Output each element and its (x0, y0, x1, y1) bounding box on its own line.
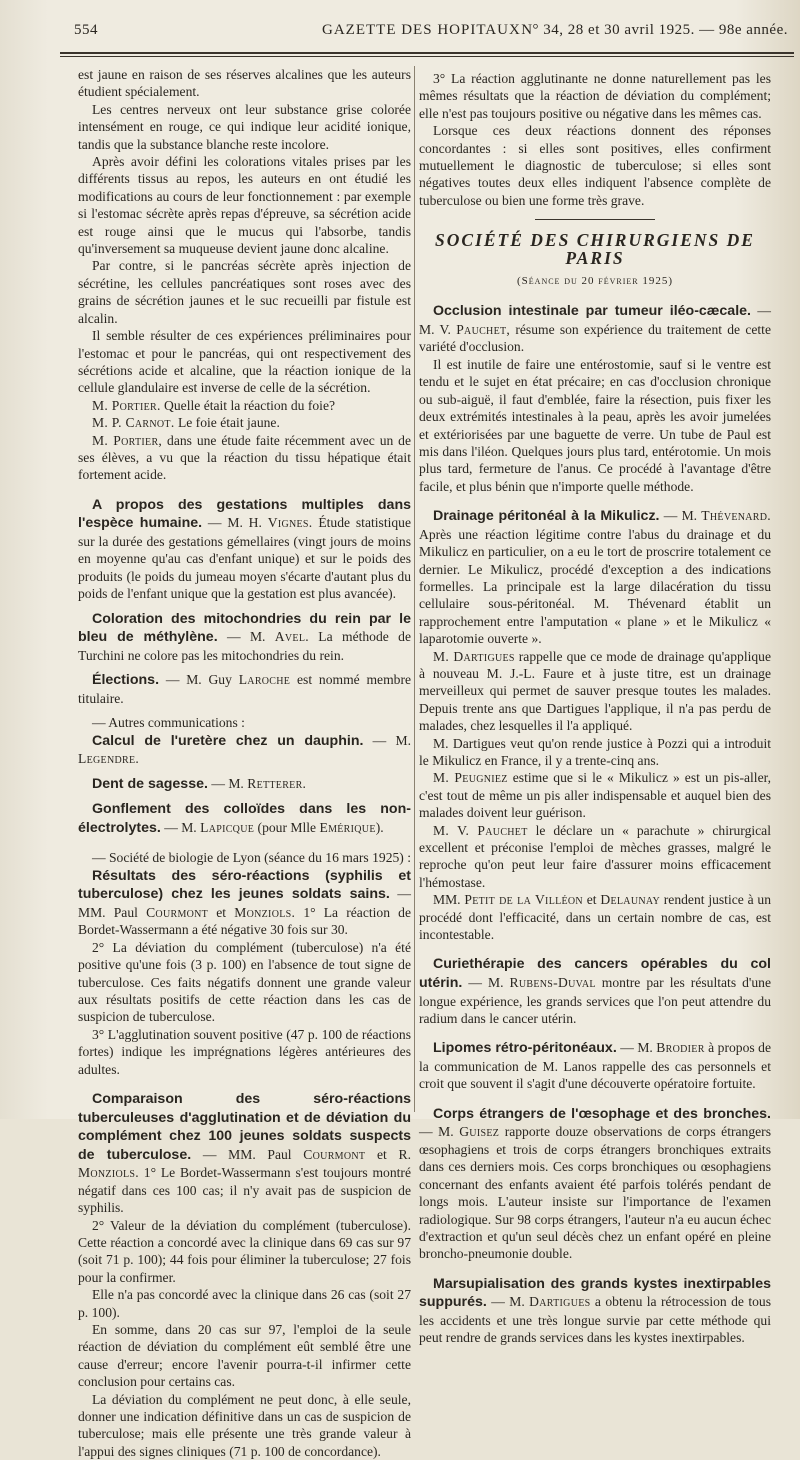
right-column (419, 70, 771, 1347)
article-text: résume son expérience du traitement de cette variété d'occlusion. (419, 322, 771, 355)
article-heading: Drainage péritonéal à la Mikulicz. (433, 508, 660, 525)
article-heading: Corps étrangers de l'œsophage et des bronches. (433, 1105, 771, 1122)
author-name: M. Peugniez (433, 770, 508, 786)
article-text: 1° Le Bordet-Wassermann s'est toujours montré négatif dans ces 100 cas; il n'y avait pas de suspicion de syphilis. (78, 1165, 411, 1216)
article-mitochondries (78, 610, 411, 665)
paragraph: Les centres nerveux ont leur substance grise colorée intensément en rouge, ce qui indique leur acidité ionique, tandis que la substance blanche reste incolore. (78, 101, 411, 152)
article-text: Étude statistique sur la durée des gestations gémellaires (vingt jours de moins en moyenne qu'au cas d'enfant unique) et sur le poids des produits (le poids du jumeau moyen s'écarte d'autant plus du poids de l'enfant unique que la gestation est plus avancée). (78, 515, 412, 602)
article-text: estime que si le « Mikulicz » est un pis-aller, c'est tout de même un pis aller indispensable et auquel bien des malades doivent leur guérison. (419, 770, 771, 821)
lead-text: — M. (217, 629, 275, 645)
lead-text: — M. H. (202, 515, 268, 531)
article-text: a obtenu la rétrocession de tous les accidents et une très longue survie par cette méthode qui peut rendre de grands services dans les kystes inextirpables. (419, 1294, 772, 1346)
paragraph: Par contre, si le pancréas sécrète après injection de sécrétine, les cellules pancréatiques sont roses avec des grains de sécrétion jaunes et le suc recueilli par fistule est alcalin. (78, 258, 411, 326)
paragraph: 3° L'agglutination souvent positive (47 p. 100 de réactions fortes) indique les imprégnations légères antérieures des adultes. (78, 1026, 411, 1077)
dialogue-line (78, 414, 411, 431)
societe-lyon-line: — Société de biologie de Lyon (séance du 16 mars 1925) : (92, 850, 411, 866)
header-rule-thick (60, 52, 794, 54)
author-name: Courmont (146, 904, 209, 920)
article-lipomes (419, 1039, 771, 1092)
article-heading: Gonflement des colloïdes dans les non-électrolytes. (78, 801, 411, 836)
article-heading: Élections. (92, 672, 160, 689)
lead-text: — M. (659, 508, 702, 524)
author-name: Rubens-Duval (509, 975, 596, 991)
lead-text: — M. (160, 819, 201, 835)
lead-text: — M. (616, 1040, 657, 1056)
article-text: ). (375, 819, 384, 835)
article-text: rapporte douze observations de corps étrangers œsophagiens et trois de corps étrangers bronchiques extraits dans ces derniers mois. Ces corps bronchiques ou œsophagiens concernant des enfants avaient été parfois tolérés pendant de longs mois. L'auteur insiste sur l'importance de l'examen radiologique. Sur 98 corps étrangers, l'auteur n'a eu aucun échec d'extraction et qu'un seul décès chez un enfant opéré en pleine broncho-pneumonie double. (419, 1124, 771, 1262)
lead-text: et (582, 892, 601, 908)
author-name: Emérique (319, 819, 376, 835)
paragraph: Il est inutile de faire une entérostomie, sauf si le ventre est tendu et le sujet en état précaire; en cas d'occlusion chronique ou sub-aiguë, il faut d'emblée, faire la résection, puis fixer les deux extrémités intestinales à la peau, après les avoir jumelées et extériorisées par une baguette de verre. Un tube de Paul est mis dans l'iléon. Quelques jours plus tard, entérotomie. Un mois plus tard, fermeture de l'anus. Ce procédé à l'avantage d'être facile, et plus bénin que n'importe quelle méthode. (419, 356, 771, 494)
author-name: Brodier (656, 1040, 705, 1056)
paragraph (419, 891, 771, 943)
dialogue-text: Le foie était jaune. (174, 415, 280, 431)
paragraph: La déviation du complément ne peut donc, à elle seule, donner une indication définitive dans un cas de suspicion de tuberculose; mais elle présente une très grande valeur à l'appui des signes cliniques (71 p. 100 de concordance). (78, 1391, 411, 1459)
article-elections (78, 671, 411, 707)
lead-text: — M. (207, 775, 248, 791)
autres-communications: — Autres communications : (92, 715, 245, 731)
paragraph: 2° La déviation du complément (tuberculose) n'a été positive qu'une fois (3 p. 100) en l'absence de tout signe de tuberculose. Ces faits négatifs donnent une grande valeur aux résultats positifs de cette réaction dans les cas de suspicion de tuberculose. (78, 939, 411, 1025)
left-column (78, 66, 411, 1460)
author-name: Dartigues (529, 1294, 591, 1310)
article-text: rendent justice à un procédé dont l'efficacité, dans un certain nombre de cas, est incontestable. (419, 892, 771, 943)
author-name: Delaunay (600, 892, 660, 908)
author-name: Legendre. (78, 751, 140, 767)
author-name: Guisez (459, 1124, 500, 1140)
lead-text: — MM. Paul (191, 1146, 304, 1162)
paragraph: Elle n'a pas concordé avec la clinique dans 26 cas (soit 27 p. 100). (78, 1287, 411, 1320)
article-heading: Coloration des mitochondries du rein par le bleu de méthylène. (78, 610, 411, 646)
paragraph: est jaune en raison de ses réserves alcalines que les auteurs étudient spécialement. (78, 67, 411, 100)
page-number: 554 (74, 22, 98, 38)
paragraph: Après avoir défini les colorations vitales prises par les différents tissus au repos, les auteurs en ont étudié les modifications au cours de leur fonctionnement : par exemple si l'estomac sécrète après repas d'épreuve, sa sécrétion acide est rouge ainsi que le mucus qui l'absorbe, tandis qu'inversement sa muqueuse devient jaune donc alcaline. (78, 154, 411, 257)
section-subtitle: (Séance du 20 février 1925) (517, 275, 673, 288)
article-text: rappelle que ce mode de drainage qu'applique à nouveau M. J.-L. Faure et à juste titre, est un drainage merveilleux qui permet de sauver presque toutes les malades. Depuis trente ans que Dartigues l'applique, il n'a pas perdu de malades, chez lesquelles il l'a appliqué. (419, 648, 771, 734)
article-heading: Dent de sagesse. (92, 775, 208, 792)
article-heading: A propos des gestations multiples dans l'espèce humaine. (78, 496, 411, 532)
paragraph: En somme, dans 20 cas sur 97, l'emploi de la seule réaction de déviation du complément eût semblé être une cause d'erreur; encore l'avenir pourra-t-il infirmer cette conclusion pour certains cas. (78, 1322, 411, 1390)
article-comparaison (78, 1090, 411, 1217)
article-heading: Curiethérapie des cancers opérables du col utérin. (419, 956, 771, 992)
article-resultats (78, 867, 411, 939)
paragraph: 3° La réaction agglutinante ne donne naturellement pas les mêmes résultats que la réaction de déviation du complément; elle n'est pas toujours positive ou négative dans les mêmes cas. (419, 71, 771, 121)
article-heading: Calcul de l'uretère chez un dauphin. (92, 732, 364, 749)
lead-text: — M. V. (419, 303, 771, 338)
lead-text: et R. (365, 1146, 411, 1162)
article-text: (pour Mlle (254, 819, 320, 835)
lead-text: et (208, 904, 235, 920)
author-name: Monziols. (234, 904, 296, 920)
article-marsupialisation (419, 1275, 771, 1347)
paragraph: Lorsque ces deux réactions donnent des réponses concordantes : si elles sont positives, elles confirment mutuellement le diagnostic de tuberculose; si elles sont négatives toutes deux elles indiquent l'absence complète de tuberculose ou bien une forme très grave. (419, 123, 771, 208)
author-name: Thévenard. (701, 508, 771, 524)
author-name: Lapicque (200, 819, 255, 835)
article-heading: Marsupialisation des grands kystes inextirpables suppurés. (419, 1275, 771, 1311)
author-name: Pauchet, (456, 322, 511, 338)
article-text: 1° La réaction de Bordet-Wassermann a été négative 30 fois sur 30. (78, 904, 411, 938)
dialogue-line (78, 432, 411, 484)
section-divider (535, 219, 655, 220)
article-heading: Résultats des séro-réactions (syphilis et tuberculose) chez les jeunes soldats sains. (78, 867, 411, 903)
lead-text: MM. (433, 892, 465, 908)
author-name: M. Dartigues (433, 648, 515, 664)
article-heading: Comparaison des séro-réactions tuberculeuses d'agglutination et de déviation du complément chez 100 jeunes soldats suspects de tuberculose. (78, 1091, 411, 1163)
issue-line: N° 34, 28 et 30 avril 1925. — 98e année. (521, 22, 788, 38)
author-name: M. V. Pauchet (433, 822, 528, 838)
author-name: Retterer. (247, 775, 307, 791)
dialogue-text: dans une étude faite récemment avec un de ses élèves, a vu que la réaction du tissu hépatique était fortement acide. (78, 432, 411, 483)
lead-text: — M. Guy (159, 672, 239, 688)
author-name: Avel. (274, 629, 309, 645)
speaker-name: M. Portier, (92, 432, 163, 448)
article-text: La méthode de Turchini ne colore pas les mitochondries du rein. (78, 629, 411, 663)
dialogue-text: Quelle était la réaction du foie? (160, 397, 336, 413)
article-corps-etrangers (419, 1105, 771, 1263)
lead-text: — MM. Paul (78, 886, 411, 920)
section-title: SOCIÉTÉ DES CHIRURGIENS DE PARIS (435, 230, 755, 268)
article-drainage (419, 507, 771, 647)
paragraph (419, 648, 771, 735)
article-occlusion (419, 302, 771, 355)
article-heading: Occlusion intestinale par tumeur iléo-cæcale. (433, 303, 751, 320)
article-gestations (78, 496, 411, 603)
speaker-name: M. P. Carnot. (92, 415, 175, 431)
article-text: Après une réaction légitime contre l'abus du drainage et du Mikulicz en particulier, on a eu le tort de proscrire totalement ce dernier. Le Mikulicz, procédé d'exception a des indications formelles. La principale est la large dilacération du tissu cellulaire sous-péritonéal. M. Thévenard établit un rapprochement entre l'amputation « plane » et le Mikulicz « laparotomie ouverte ». (419, 526, 771, 647)
article-text: à propos de la communication de M. Lanos rappelle des cas personnels et croit que souvent il s'agit d'une découverte opératoire fortuite. (419, 1040, 771, 1092)
article-curietherapie (419, 955, 771, 1027)
journal-title: GAZETTE DES HOPITAUX (322, 22, 521, 38)
article-dent (78, 775, 411, 794)
article-calcul (78, 732, 411, 768)
author-name: Courmont (303, 1146, 366, 1162)
lead-text: — M. (462, 975, 510, 991)
author-name: Petit de la Villéon (464, 892, 583, 908)
article-gonflement (78, 800, 411, 837)
author-name: Monziols. (78, 1165, 139, 1181)
paragraph: 2° Valeur de la déviation du complément (tuberculose). Cette réaction a concordé avec la clinique dans 69 cas sur 97 (soit 71 p. 100); 44 fois pour éliminer la tuberculose; 27 fois pour la confirmer. (78, 1217, 411, 1285)
header-rule-thin (60, 56, 794, 57)
paragraph (419, 822, 771, 892)
article-text: est nommé membre titulaire. (78, 672, 411, 706)
lead-text: — M. (419, 1124, 460, 1140)
article-heading: Lipomes rétro-péritonéaux. (433, 1040, 617, 1057)
article-text: montre par les résultats d'une longue expérience, les grands services que l'on peut attendre du radium dans le cancer utérin. (419, 975, 771, 1027)
lead-text: — M. (486, 1294, 530, 1310)
author-name: Laroche (238, 672, 291, 688)
lead-text: — M. (363, 732, 411, 748)
paragraph (419, 769, 771, 821)
column-divider (414, 66, 415, 1112)
dialogue-line (78, 397, 411, 414)
author-name: Vignes. (267, 515, 313, 531)
article-text: le déclare un « parachute » chirurgical excellent et préconise l'emploi de mèches grasses, malgré le reproche qu'on peut leur faire d'assurer moins efficacement l'hémostase. (419, 822, 771, 890)
paragraph: M. Dartigues veut qu'on rende justice à Pozzi qui a introduit le Mikulicz en France, il y a trente-cinq ans. (419, 735, 771, 768)
paragraph: Il semble résulter de ces expériences préliminaires pour l'estomac et pour le pancréas, qui ont respectivement des sécrétions acide et alcaline, que la réaction ionique de la cellule glandulaire est inverse de celle de la sécrétion. (78, 328, 411, 396)
speaker-name: M. Portier. (92, 397, 161, 413)
